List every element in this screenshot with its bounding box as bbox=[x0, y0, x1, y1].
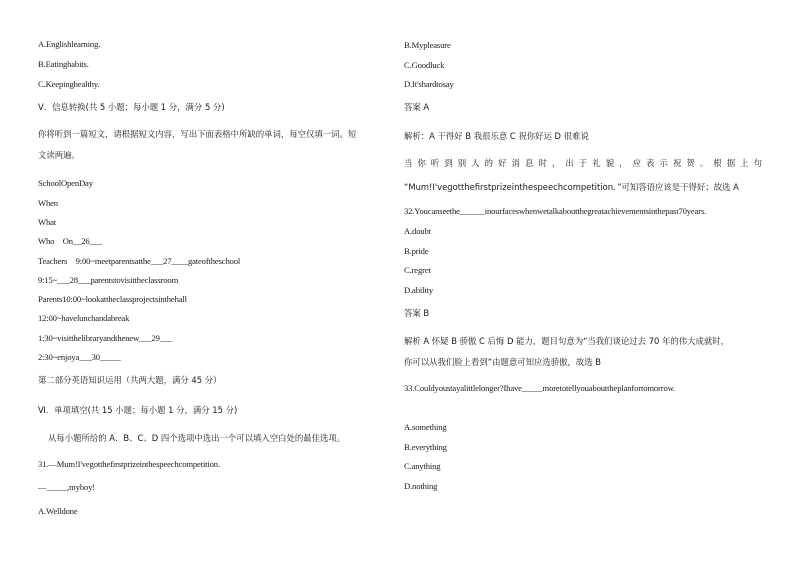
question-31-option-d: D.It'shardtosay bbox=[404, 79, 454, 89]
question-31-option-b: B.Mypleasure bbox=[404, 40, 451, 50]
table-row-1200: 12:00~havelunchandabreak bbox=[38, 313, 130, 323]
question-31-answer: 答案 A bbox=[404, 102, 430, 112]
table-row-who: Who On__26___ bbox=[38, 236, 102, 246]
option-b-eating-habits: B.Eatinghabits. bbox=[38, 59, 89, 69]
section-vi-instruction: 从每小题所给的 A、B、C、D 四个选项中选出一个可以填入空白处的最佳选项。 bbox=[48, 433, 346, 443]
section-vi-heading: Ⅵ．单项填空(共 15 小题；每小题 1 分，满分 15 分) bbox=[38, 405, 238, 415]
section-v-instruction-line1: 你将听到一篇短文，请根据短文内容，写出下面表格中所缺的单词，每空仅填一词。短 bbox=[38, 129, 357, 139]
question-32-option-d: D.ability bbox=[404, 285, 433, 295]
question-31-option-c: C.Goodluck bbox=[404, 60, 445, 70]
table-row-teachers: Teachers 9:00~meetparentsatthe___27____gateoftheschool bbox=[38, 256, 241, 266]
section-v-instruction-line2: 文读两遍。 bbox=[38, 150, 80, 160]
table-row-915: 9:15~___28___parentstovisittheclassroom bbox=[38, 275, 179, 285]
question-32-explanation-line1: 解析 A 怀疑 B 骄傲 C 后悔 D 能力，题目句意为“当我们谈论过去 70 年的伟大成就时， bbox=[404, 336, 730, 346]
table-row-130: 1:30~visitthelibraryandthenew___29___ bbox=[38, 333, 173, 343]
option-a-english-learning: A.Englishlearning. bbox=[38, 39, 101, 49]
table-row-parents: Parents10:00~lookattheclassprojectsinthehall bbox=[38, 294, 187, 304]
question-32: 32.Youcanseethe______inourfaceswhenwetalkaboutthegreatachievementsinthepast70years. bbox=[404, 206, 707, 216]
question-32-option-c: C.regret bbox=[404, 265, 431, 275]
question-31-response: —_____,myboy! bbox=[38, 482, 96, 492]
option-c-keeping-healthy: C.Keepinghealthy. bbox=[38, 79, 100, 89]
question-33-option-a: A.something bbox=[404, 422, 447, 432]
question-31-explanation-line3: “Mum!I'vegotthefirstprizeinthespeechcompetition．”可知答语应该是干得好；故选 A bbox=[404, 182, 739, 192]
question-31: 31.—Mum!I'vegotthefirstprizeinthespeechcompetition. bbox=[38, 459, 220, 469]
part-two-heading: 第二部分英语知识运用（共两大题，满分 45 分） bbox=[38, 375, 222, 385]
question-32-explanation-line2: 你可以从我们脸上看到”由题意可知应选骄傲，故选 B bbox=[404, 357, 601, 367]
question-32-answer: 答案 B bbox=[404, 308, 430, 318]
question-33-option-d: D.nothing bbox=[404, 481, 438, 491]
question-31-explanation-line2: 当 你 听 到 别 人 的 好 消 息 时 ， 出 于 礼 貌 ， 应 表 示 祝 贺 。 根 据 上 句 bbox=[404, 158, 762, 168]
table-header-when: When bbox=[38, 198, 58, 208]
table-header-what: What bbox=[38, 217, 57, 227]
question-31-explanation: 解析：A 干得好 B 我很乐意 C 祝你好运 D 很难说 bbox=[404, 131, 589, 141]
question-32-option-a: A.doubt bbox=[404, 226, 431, 236]
question-32-option-b: B.pride bbox=[404, 246, 429, 256]
question-33-option-b: B.everything bbox=[404, 442, 447, 452]
question-33: 33.Couldyoustayalittlelonger?Ihave_____moretotellyouabouttheplanfortomorrow. bbox=[404, 383, 676, 393]
question-31-option-a: A.Welldone bbox=[38, 506, 78, 516]
question-33-option-c: C.anything bbox=[404, 461, 441, 471]
table-title: SchoolOpenDay bbox=[38, 178, 93, 188]
section-v-heading: Ⅴ．信息转换(共 5 小题；每小题 1 分，满分 5 分) bbox=[38, 102, 225, 112]
table-row-230: 2:30~enjoya___30_____ bbox=[38, 352, 121, 362]
